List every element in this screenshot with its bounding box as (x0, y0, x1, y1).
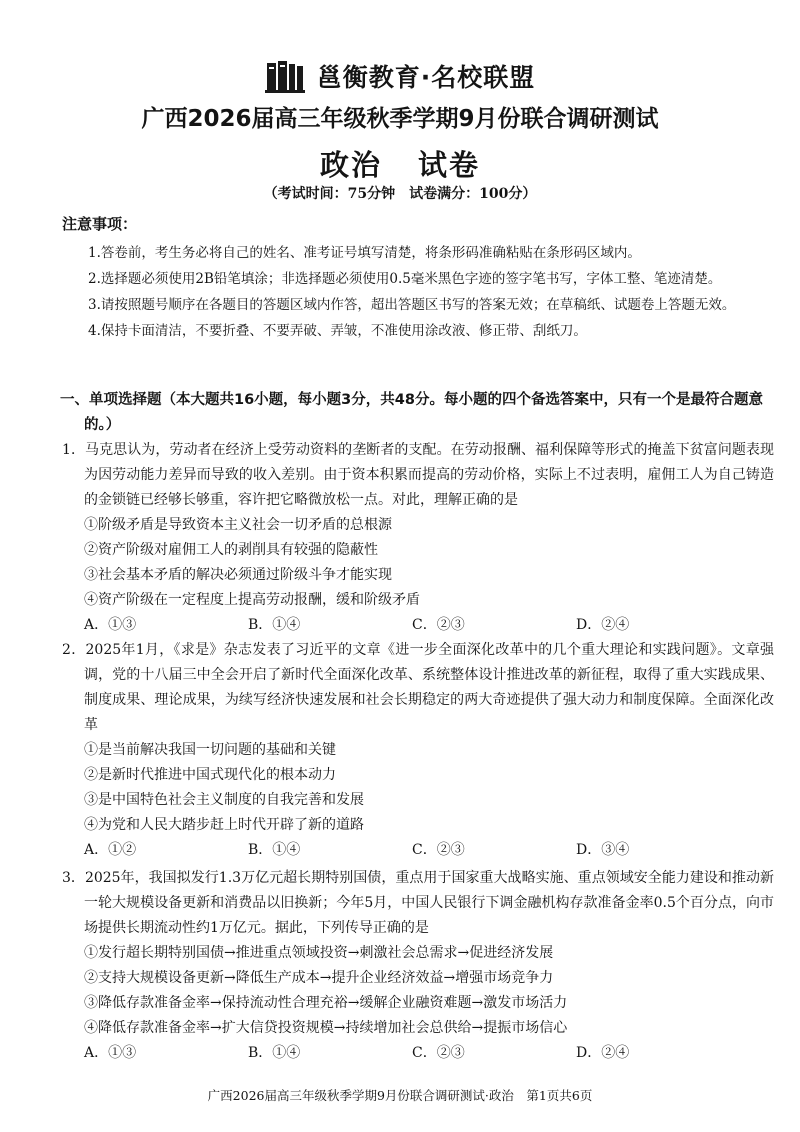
question-stem: 1．马克思认为，劳动者在经济上受劳动资料的垄断者的支配。在劳动报酬、福利保障等形式的掩盖下贫富问题表现为因劳动能力差异而导致的收入差别。由于资本积累而提高的劳动价格，实际上不过表明，雇佣工人为自己铸造的金锁链已经够长够重，容许把它略微放松一点。对此，理解正确的是 (62, 442, 774, 508)
notice-item: 3.请按照题号顺序在各题目的答题区域内作答，超出答题区书写的答案无效；在草稿纸、试题卷上答题无效。 (88, 297, 736, 313)
statement-option: ②支持大规模设备更新→降低生产成本→提升企业经济效益→增强市场竞争力 (84, 970, 554, 986)
page-footer: 广西2026届高三年级秋季学期9月份联合调研测试·政治 第1页共6页 (207, 1088, 593, 1103)
answer-choices (62, 613, 774, 638)
choice-c: C．②③ (412, 1045, 465, 1061)
statement-option: ④降低存款准备金率→扩大信贷投资规模→持续增加社会总供给→提振市场信心 (84, 1020, 568, 1036)
choice-c: C．②③ (412, 617, 465, 633)
statement-option: ④资产阶级在一定程度上提高劳动报酬，缓和阶级矛盾 (84, 592, 420, 608)
statement-option: ①阶级矛盾是导致资本主义社会一切矛盾的总根源 (84, 517, 392, 533)
answer-choices (62, 838, 774, 863)
book-logo-icon (265, 59, 305, 93)
question-stem: 3．2025年，我国拟发行1.3万亿元超长期特别国债，重点用于国家重大战略实施、重点领域安全能力建设和推动新一轮大规模设备更新和消费品以旧换新；今年5月，中国人民银行下调金融机构存款准备金率0.5个百分点，向市场提供长期流动性约1万亿元。据此，下列传导正确的是 (62, 870, 774, 936)
choice-b: B．①④ (248, 842, 301, 858)
notice-heading: 注意事项： (62, 215, 138, 233)
section-heading-text: 一、单项选择题（本大题共16小题，每小题3分，共48分。每小题的四个备选答案中，只有一个是最符合题意的。） (60, 392, 763, 433)
notice-item: 4.保持卡面清洁，不要折叠、不要弄破、弄皱，不准使用涂改液、修正带、刮纸刀。 (88, 323, 587, 339)
choice-a: A．①③ (84, 617, 137, 633)
answer-choices (62, 1041, 774, 1066)
statement-option: ③降低存款准备金率→保持流动性合理充裕→缓解企业融资难题→激发市场活力 (84, 995, 568, 1011)
statement-option: ②资产阶级对雇佣工人的剥削具有较强的隐蔽性 (84, 542, 378, 558)
section-heading (60, 388, 772, 438)
choice-a: A．①② (84, 842, 137, 858)
notice-item: 2.选择题必须使用2B铅笔填涂；非选择题必须使用0.5毫米黑色字迹的签字笔书写，字体工整、笔迹清楚。 (88, 271, 722, 287)
choice-b: B．①④ (248, 617, 301, 633)
statement-option: ①是当前解决我国一切问题的基础和关键 (84, 742, 336, 758)
question-stem: 2．2025年1月，《求是》杂志发表了习近平的文章《进一步全面深化改革中的几个重大理论和实践问题》。文章强调，党的十八届三中全会开启了新时代全面深化改革、系统整体设计推进改革的新征程，取得了重大实践成果、制度成果、理论成果，为续写经济快速发展和社会长期稳定的两大奇迹提供了强大动力和制度保障。全面深化改革 (62, 642, 774, 733)
statement-option: ③社会基本矛盾的解决必须通过阶级斗争才能实现 (84, 567, 392, 583)
choice-b: B．①④ (248, 1045, 301, 1061)
question-1 (62, 438, 774, 638)
statement-option: ②是新时代推进中国式现代化的根本动力 (84, 767, 336, 783)
paper-label: 试卷 (418, 148, 481, 182)
statement-option: ①发行超长期特别国债→推进重点领域投资→刺激社会总需求→促进经济发展 (84, 945, 554, 961)
choice-d: D．③④ (576, 842, 630, 858)
choice-d: D．②④ (576, 617, 630, 633)
subject-title (0, 143, 800, 184)
question-3 (62, 866, 774, 1066)
choice-d: D．②④ (576, 1045, 630, 1061)
notice-list (62, 240, 762, 344)
choice-a: A．①③ (84, 1045, 137, 1061)
notice-item: 1.答卷前，考生务必将自己的姓名、准考证号填写清楚，将条形码准确粘贴在条形码区域内。 (88, 245, 641, 261)
statement-option: ④为党和人民大踏步赶上时代开辟了新的道路 (84, 817, 364, 833)
brand-header (0, 58, 800, 94)
exam-title: 广西2026届高三年级秋季学期9月份联合调研测试 (141, 106, 659, 132)
subject-name: 政治 (319, 148, 382, 182)
choice-c: C．②③ (412, 842, 465, 858)
brand-name: 邕衡教育·名校联盟 (316, 63, 536, 92)
question-2 (62, 638, 774, 863)
exam-info: （考试时间：75分钟 试卷满分：100分） (263, 186, 537, 202)
statement-option: ③是中国特色社会主义制度的自我完善和发展 (84, 792, 364, 808)
